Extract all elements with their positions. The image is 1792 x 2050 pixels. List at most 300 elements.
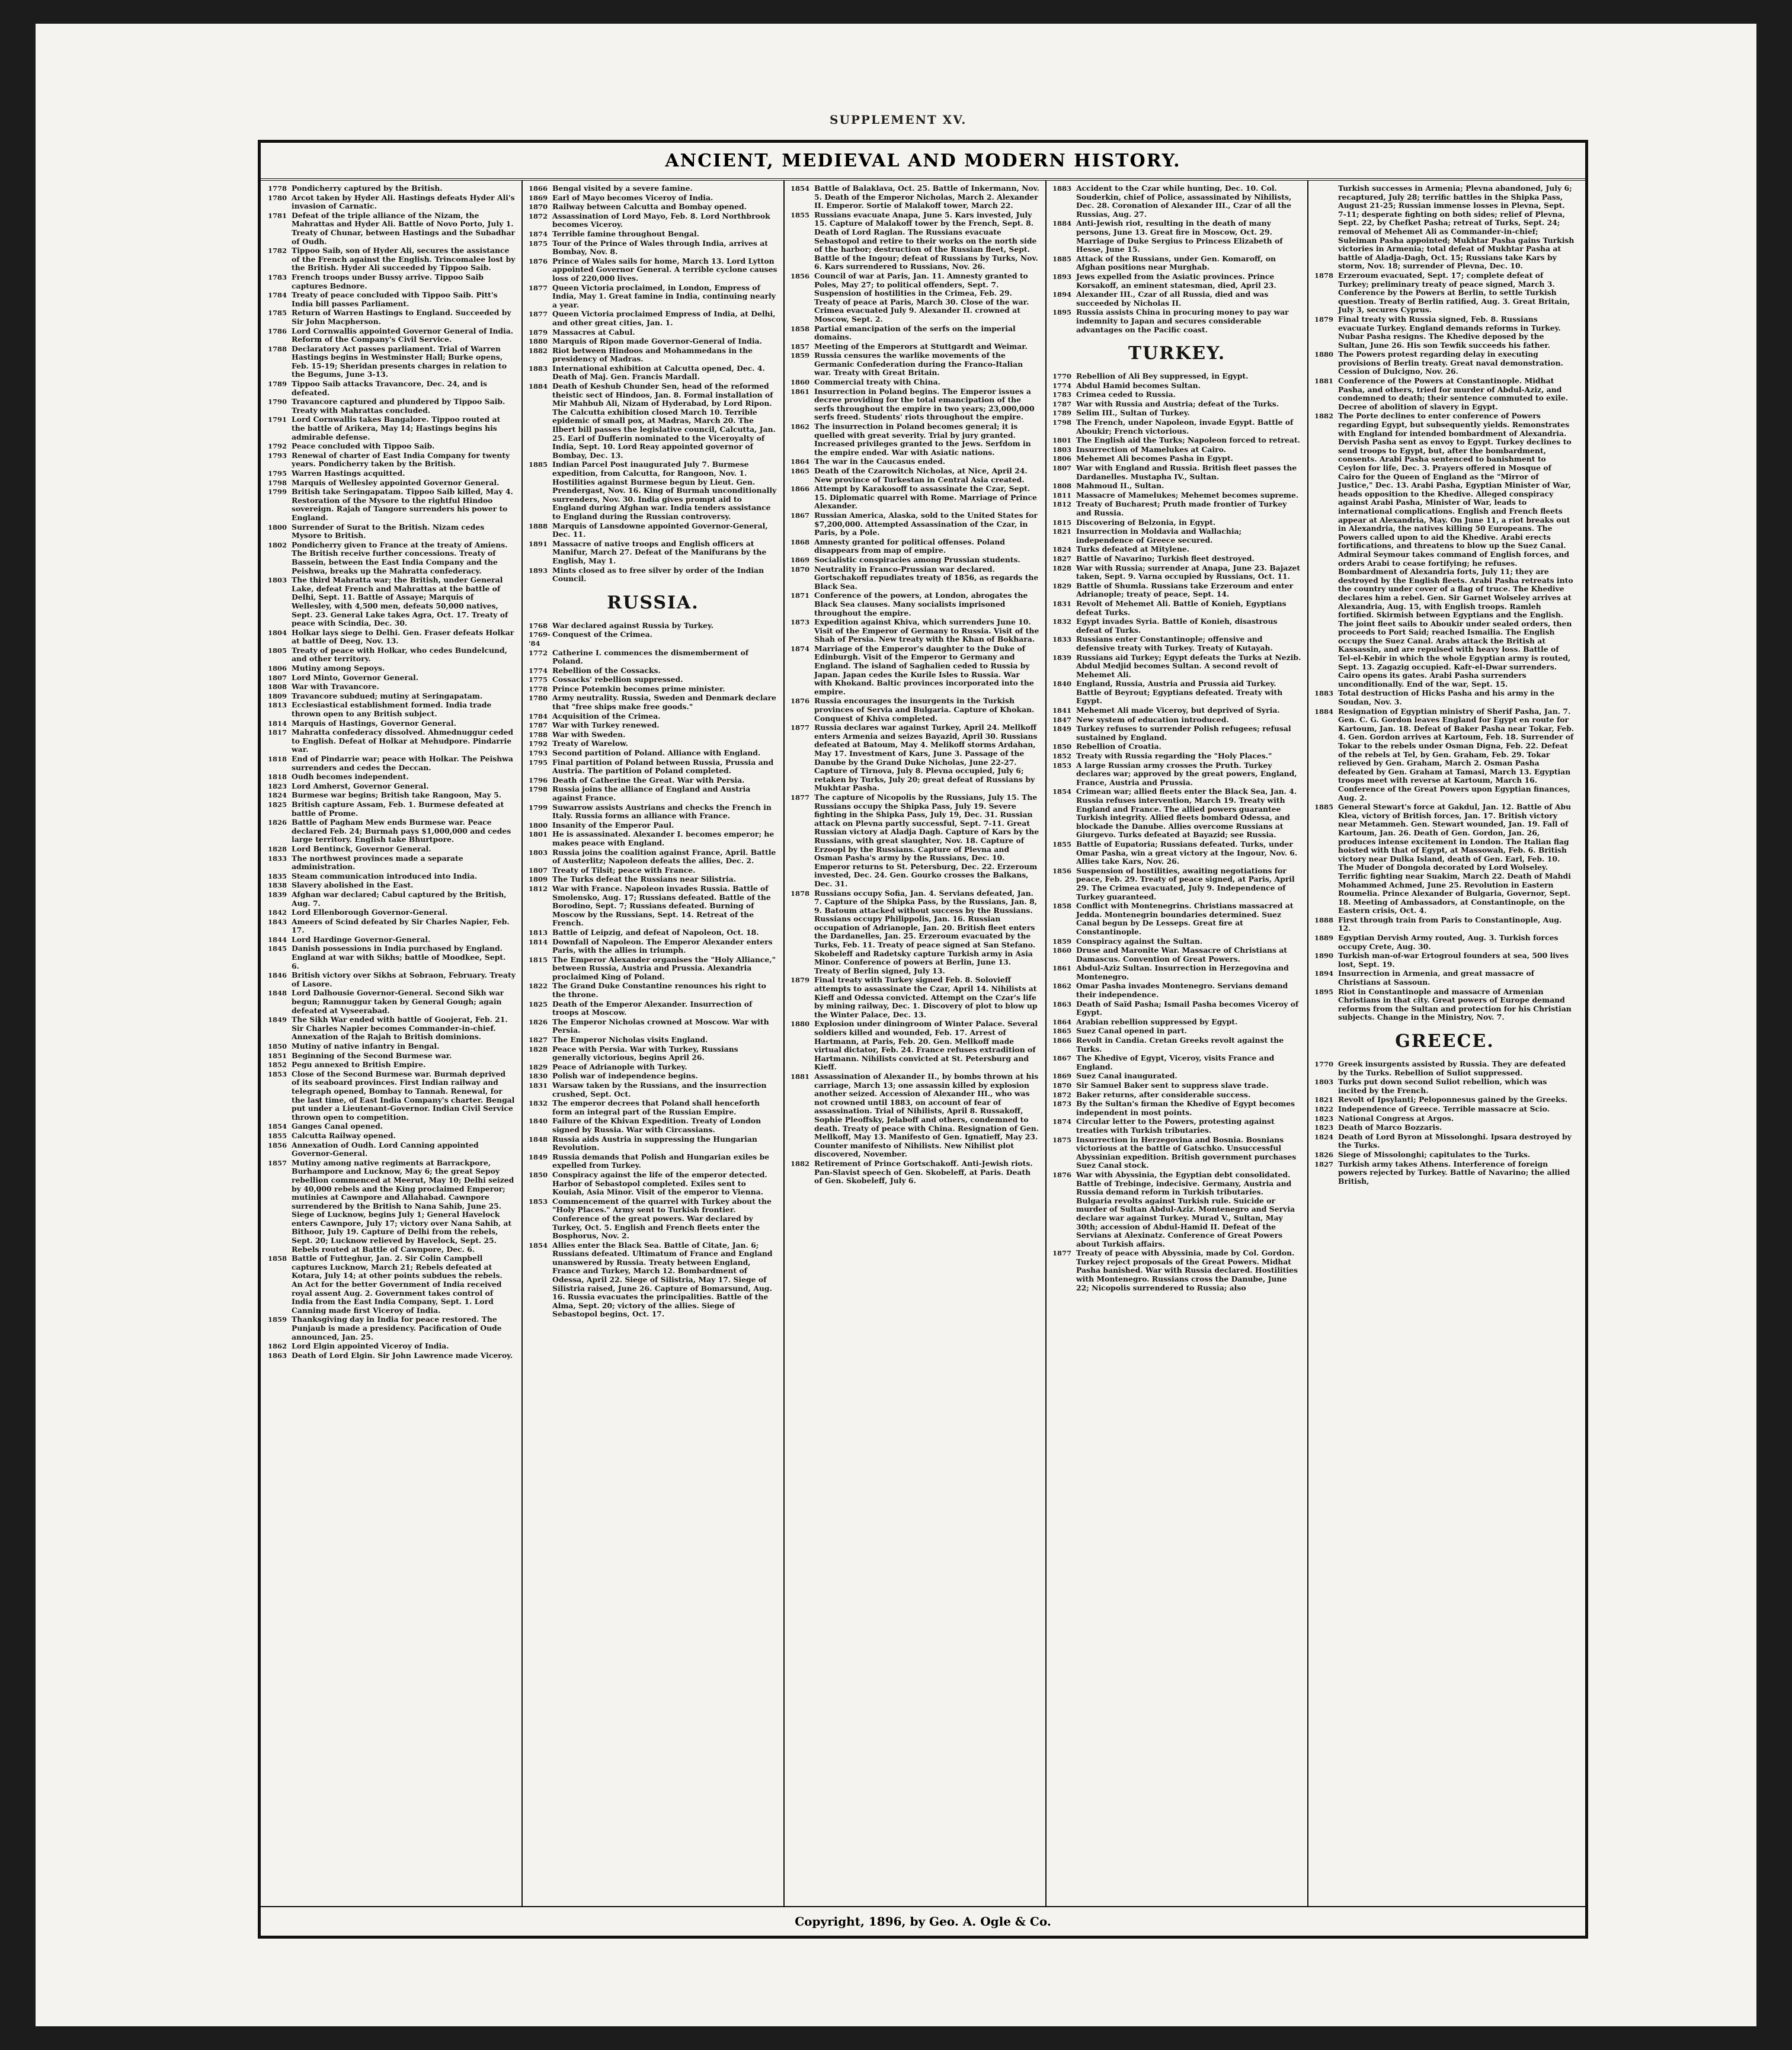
history-entry [1052, 273, 1301, 290]
entry-text: Conspiracy against the Sultan. [1076, 936, 1203, 946]
entry-text: Council of war at Paris, Jan. 11. Amnesty granted to Poles, May 27; to political offenders, Sept. 7. Suspension of hostilities in the Crimea, Feb. 29. Treaty of peace at Paris, March 30. Close of the war. Crimea evacuated July 9. Alexander II. crowned at Moscow, Sept. 2. [814, 271, 1029, 323]
footer [261, 1906, 1585, 1936]
history-entry [1052, 582, 1301, 599]
entry-text: War with Abyssinia, the Egyptian debt consolidated. Battle of Trebinge, indecisive. Germany, Austria and Russia demand reform in Turkish tributaries. Bulgaria revolts against Turkish rule. Suicide or murder of Sultan Abdul-Aziz. Montenegro and Servia declare war against Turkey. Murad V., Sultan, May 30th; accession of Abdul-Hamid II. Defeat of the Servians at Alexinatz. Conference of Great Powers about Turkish affairs. [1076, 1170, 1295, 1248]
history-entry [1052, 982, 1301, 999]
greece-list [1314, 1060, 1575, 1186]
entry-year: 1828 [529, 1045, 548, 1053]
entry-year: 1856 [1052, 866, 1072, 875]
entry-year: 1803 [1314, 1078, 1334, 1087]
entry-year: 1854 [791, 184, 810, 193]
entry-text: Conference of the powers, at London, abrogates the Black Sea clauses. Many socialists imprisoned throughout the empire. [814, 591, 1028, 617]
entry-year: 1788 [529, 730, 548, 739]
entry-year: 1857 [791, 342, 810, 351]
history-entry [1314, 271, 1575, 315]
entry-year: 1862 [791, 422, 810, 431]
entry-year: 1884 [1052, 219, 1072, 228]
entry-year: 1803 [268, 576, 287, 585]
entry-text: Polish war of independence begins. [552, 1071, 698, 1081]
entry-text: Turkey refuses to surrender Polish refugees; refusal sustained by England. [1076, 724, 1291, 742]
entry-year: 1786 [268, 326, 287, 335]
history-entry [529, 830, 777, 847]
history-entry [268, 728, 516, 754]
history-entry [1314, 952, 1575, 969]
entry-text: Ecclesiastical establishment formed. India trade thrown open to any British subject. [292, 700, 492, 719]
history-entry [529, 685, 777, 694]
entry-year: 1822 [1314, 1104, 1334, 1113]
entry-year: 1799 [268, 488, 287, 497]
entry-year: 1869 [1052, 1072, 1072, 1081]
history-entry [268, 629, 516, 646]
entry-year: 1859 [268, 1315, 287, 1324]
history-entry [529, 1117, 777, 1134]
entry-year: 1860 [791, 378, 810, 387]
entry-text: Alexander III., Czar of all Russia, died and was succeeded by Nicholas II. [1076, 290, 1269, 308]
history-entry [1052, 742, 1301, 751]
history-entry [1052, 680, 1301, 706]
entry-year: 1827 [1314, 1159, 1334, 1168]
entry-year: 1869 [529, 193, 548, 202]
entry-year: 1872 [529, 212, 548, 220]
entry-text: The Emperor Nicholas crowned at Moscow. War with Persia. [552, 1017, 769, 1035]
entry-year: 1792 [268, 442, 287, 451]
history-entry [791, 467, 1039, 484]
entry-year: 1829 [529, 1062, 548, 1071]
history-entry [1052, 600, 1301, 617]
entry-year: 1799 [529, 803, 548, 812]
entry-text: Rebellion of Croatia. [1076, 742, 1161, 751]
history-entry [1052, 500, 1301, 517]
entry-year: 1852 [1052, 752, 1072, 761]
history-entry [1052, 545, 1301, 554]
entry-year: 1802 [268, 540, 287, 549]
history-entry [1052, 1036, 1301, 1053]
entry-year: 1858 [268, 1254, 287, 1263]
entry-year: 1788 [268, 344, 287, 353]
entry-year: 1811 [1052, 491, 1072, 499]
history-entry [268, 479, 516, 488]
entry-text: Riot between Hindoos and Mohammedans in the presidency of Madras. [552, 345, 753, 364]
history-entry [1052, 902, 1301, 936]
history-entry [268, 1016, 516, 1042]
entry-text: French troops under Bussy arrive. Tippoo Saib captures Bednore. [292, 272, 484, 290]
entry-text: War declared against Russia by Turkey. [552, 620, 714, 630]
entry-text: Mehemet Ali made Viceroy, but deprived of Syria. [1076, 706, 1280, 715]
entry-text: Terrible famine throughout Bengal. [552, 229, 699, 238]
entry-text: Crimean war; allied fleets enter the Black Sea, Jan. 4. Russia refuses intervention, March 19. Treaty with England and France. The allied powers guarantee Turkish integrity. Allied fleets bombard Odessa, and blockade the Danube. Allies overcome Russians at Giurgevo. Turks defeated at Bayazid; see Russia. [1076, 787, 1297, 840]
history-entry [1314, 707, 1575, 803]
history-entry [1052, 454, 1301, 463]
entry-year: 1844 [268, 935, 287, 944]
entry-text: Downfall of Napoleon. The Emperor Alexander enters Paris, with the allies in triumph. [552, 937, 773, 955]
entry-text: Oudh becomes independent. [292, 772, 409, 781]
entry-year: 1864 [791, 457, 810, 466]
history-entry [268, 541, 516, 575]
entry-year: 1830 [529, 1072, 548, 1081]
entry-year: 1813 [268, 701, 287, 710]
history-entry [1314, 1105, 1575, 1114]
entry-year: 1808 [1052, 482, 1072, 491]
entry-year: 1874 [529, 229, 548, 238]
history-entry [529, 239, 777, 257]
entry-year: 1807 [529, 866, 548, 875]
entry-year: 1879 [791, 976, 810, 985]
entry-year: 1876 [1052, 1170, 1072, 1179]
entry-text: Warren Hastings acquitted. [292, 469, 405, 478]
entry-text: Massacre of Mamelukes; Mehemet becomes supreme. [1076, 490, 1299, 499]
history-entry [529, 566, 777, 584]
column-1 [268, 184, 516, 1904]
entry-text: Death of Marco Bozzaris. [1338, 1123, 1442, 1132]
entry-text: Travancore captured and plundered by Tippoo Saib. Treaty with Mahrattas concluded. [292, 397, 505, 415]
entry-year: 1889 [1314, 934, 1334, 943]
history-entry [268, 800, 516, 818]
entry-year: 1883 [1314, 689, 1334, 698]
entry-year: 1882 [1314, 412, 1334, 421]
history-entry [268, 818, 516, 844]
history-entry [268, 380, 516, 397]
history-entry [268, 674, 516, 683]
title-bar [261, 143, 1585, 181]
entry-text: Baker returns, after considerable success. [1076, 1090, 1251, 1099]
entry-year: 1795 [268, 469, 287, 478]
history-entry [529, 1171, 777, 1197]
entry-text: Revolt in Candia. Cretan Greeks revolt against the Turks. [1076, 1036, 1284, 1053]
entry-text: Death of Lord Byron at Missolonghi. Ipsara destroyed by the Turks. [1338, 1132, 1572, 1150]
history-entry [268, 345, 516, 379]
entry-text: Death of Saïd Pasha; Ismail Pasha becomes Viceroy of Egypt. [1076, 999, 1299, 1017]
entry-year: 1839 [268, 890, 287, 899]
entry-year: 1817 [268, 728, 287, 737]
entry-year: 1846 [268, 971, 287, 980]
entry-text: Russia assists China in procuring money to pay war indemnity to Japan and secures considerable advantages on the Pacific coast. [1076, 308, 1289, 334]
entry-year: 1847 [1052, 715, 1072, 724]
entry-year: 1877 [1052, 1249, 1072, 1258]
history-entry [1052, 464, 1301, 481]
entry-text: Declaratory Act passes parliament. Trial of Warren Hastings begins in Westminster Hall; Burke opens, Feb. 15-19; Sheridan presents charges in relation to the Begums, June 3-13. [292, 344, 507, 379]
history-entry [1052, 308, 1301, 334]
history-entry [791, 793, 1039, 889]
entry-text: Conflict with Montenegrins. Christians massacred at Jedda. Montenegrin boundaries determined. Suez Canal begun by De Lesseps. Great fire at Constantinople. [1076, 901, 1294, 936]
entry-year: 1879 [529, 328, 548, 337]
entry-text: The war in the Caucasus ended. [814, 457, 946, 466]
entry-year: 1875 [1052, 1135, 1072, 1144]
history-entry [268, 1122, 516, 1131]
entry-text: Conquest of the Crimea. [552, 630, 652, 639]
entry-text: Tippoo Saib, son of Hyder Ali, secures the assistance of the French against the English. Trincomalee lost by the British. Hyder Ali succeeded by Tippoo Saib. [292, 246, 516, 273]
entry-year: 1787 [1052, 399, 1072, 408]
history-entry [791, 272, 1039, 324]
entry-text: Lord Cornwallis takes Bangalore. Tippoo routed at the battle of Arikera, May 14; Hastings begins his admirable defense. [292, 415, 501, 441]
entry-text: Retirement of Prince Gortschakoff. Anti-Jewish riots. Pan-Slavist speech of Gen. Skobeleff, at Paris. Death of Gen. Skobeleff, July 6. [814, 1158, 1033, 1186]
entry-text: Acquisition of the Crimea. [552, 711, 661, 720]
entry-year: 1857 [268, 1158, 287, 1167]
entry-year: 1796 [529, 776, 548, 784]
entry-year: 1849 [529, 1152, 548, 1161]
entry-text: Pondicherry given to France at the treaty of Amiens. The British receive further concessions. Treaty of Bassein, between the East India Company and the Peishwa, breaks up the Mahratta confederacy. [292, 540, 508, 575]
entry-text: The English aid the Turks; Napoleon forced to retreat. [1076, 435, 1300, 445]
history-entry [1052, 1081, 1301, 1090]
history-entry [1314, 1060, 1575, 1077]
history-entry [529, 982, 777, 999]
entry-text: Danish possessions in India purchased by England. England at war with Sikhs; battle of Moodkee, Sept. 6. [292, 944, 506, 970]
history-entry [791, 511, 1039, 537]
history-entry [529, 364, 777, 382]
history-entry [1314, 184, 1575, 271]
history-entry [1052, 761, 1301, 787]
history-entry [1052, 1249, 1301, 1292]
entry-year: 1770 [1314, 1060, 1334, 1068]
entry-text: Final treaty with Russia signed, Feb. 8. Russians evacuate Turkey. England demands reforms in Turkey. Nubar Pasha resigns. The Khedive deposed by the Sultan, June 26. His son Tewfik succeeds his father. [1338, 314, 1561, 350]
history-entry [791, 697, 1039, 723]
history-entry [1314, 412, 1575, 688]
history-entry [1052, 255, 1301, 272]
entry-text: Massacre of native troops and English officers at Manifur, March 27. Defeat of the Manifurans by the English, May 1. [552, 539, 767, 565]
entry-text: Arcot taken by Hyder Ali. Hastings defeats Hyder Ali's invasion of Carnatic. [292, 193, 515, 211]
entry-year: 1888 [529, 521, 548, 530]
history-entry [529, 284, 777, 310]
history-entry [529, 347, 777, 364]
entry-text: Bengal visited by a severe famine. [552, 184, 693, 193]
entry-year: 1826 [268, 818, 287, 827]
entry-year: 1876 [791, 697, 810, 706]
entry-text: England, Russia, Austria and Prussia aid Turkey. Battle of Beyrout; Egyptians defeated. Treaty with Egypt. [1076, 679, 1283, 706]
history-entry [268, 664, 516, 673]
history-entry [1052, 219, 1301, 254]
entry-year: 1885 [529, 460, 548, 469]
column-5 [1314, 184, 1575, 1904]
entry-year: 1784 [529, 712, 548, 720]
history-entry [268, 692, 516, 701]
history-entry [529, 212, 777, 229]
history-entry [268, 415, 516, 441]
history-entry [268, 701, 516, 718]
history-entry [529, 310, 777, 327]
entry-year: 1824 [268, 791, 287, 800]
entry-text: Marquis of Hastings, Governor General. [292, 718, 456, 728]
entry-year: 1878 [791, 889, 810, 898]
entry-text: Conspiracy against the life of the emperor detected. Harbor of Sebastopol completed. Exiles sent to Kouiah, Asia Minor. Visit of the emperor to Vienna. [552, 1170, 767, 1197]
entry-text: Meeting of the Emperors at Stuttgardt and Weimar. [814, 341, 1028, 351]
entry-text: Burmese war begins; British take Rangoon, May 5. [292, 790, 502, 800]
entry-text: Lord Minto, Governor General. [292, 672, 419, 682]
entry-year: 1823 [1314, 1114, 1334, 1123]
entry-year: 1832 [1052, 617, 1072, 626]
history-entry [529, 776, 777, 785]
entry-text: The Emperor Nicholas visits England. [552, 1035, 708, 1045]
entry-text: Treaty with Russia regarding the "Holy Places." [1076, 751, 1272, 761]
history-entry [1052, 400, 1301, 409]
entry-year: 1881 [1314, 377, 1334, 386]
entry-year: 1854 [529, 1241, 548, 1250]
history-entry [791, 591, 1039, 617]
entry-text: Russia censures the warlike movements of the Germanic Confederation during the Franco-Italian war. Treaty with Great Britain. [814, 351, 1023, 377]
entry-text: Final treaty with Turkey signed Feb. 8. Solovieff attempts to assassinate the Czar, April 14. Nihilists at Kieff and Odessa convicted. Attempt on the Czar's life by mining railway, Dec. 1. Discovery of plot to blow up the Winter Palace, Dec. 13. [814, 975, 1038, 1019]
entry-year: 1812 [529, 884, 548, 893]
entry-year: 1853 [1052, 761, 1072, 770]
history-entry [1052, 409, 1301, 418]
entry-year: 1789 [268, 380, 287, 389]
history-entry [529, 758, 777, 776]
entry-text: Treaty of peace with Abyssinia, made by Col. Gordon. Turkey reject proposals of the Great Powers. Midhat Pasha banished. War with Russia declared. Hostilities with Montenegro. Russians cross the Danube, June 22; Nicopolis surrendered to Russia; also [1076, 1248, 1298, 1292]
history-entry [529, 630, 777, 648]
history-entry [529, 1072, 777, 1081]
history-entry [791, 1020, 1039, 1072]
entry-year: 1784 [268, 291, 287, 300]
entry-text: Assassination of Lord Mayo, Feb. 8. Lord Northbrook becomes Viceroy. [552, 211, 770, 229]
entry-year [1314, 184, 1338, 271]
history-entry [529, 739, 777, 748]
history-entry [791, 325, 1039, 342]
entry-text: Mints closed as to free silver by order of the Indian Council. [552, 565, 764, 584]
history-entry [529, 1099, 777, 1116]
history-entry [529, 875, 777, 884]
entry-text: Total destruction of Hicks Pasha and his army in the Soudan, Nov. 3. [1338, 688, 1555, 707]
history-entry [529, 821, 777, 830]
entry-year: 1863 [268, 1351, 287, 1360]
history-entry [1052, 787, 1301, 840]
entry-text: War with England and Russia. British fleet passes the Dardanelles. Mustapha IV., Sultan. [1076, 463, 1297, 481]
entry-text: The Sikh War ended with battle of Goojerat, Feb. 21. Sir Charles Napier becomes Commander-in-chief. Annexation of the Rajah to British dominions. [292, 1015, 508, 1042]
entry-year: 1789 [1052, 409, 1072, 418]
history-entry [529, 230, 777, 239]
entry-text: War with Turkey renewed. [552, 720, 660, 730]
history-entry [791, 422, 1039, 457]
entry-year: 1868 [791, 537, 810, 546]
entry-text: Marriage of the Emperor's daughter to the Duke of Edinburgh. Visit of the Emperor to Germany and England. The island of Saghalien ceded to Russia by Japan. Japan cedes the Kurile Isles to Russia. War with Khokand. Baltic provinces incorporated into the empire. [814, 643, 1034, 696]
entry-text: Russia aids Austria in suppressing the Hungarian Revolution. [552, 1134, 757, 1152]
history-entry [268, 246, 516, 273]
history-entry [268, 872, 516, 881]
greece-heading: GREECE. [1395, 1031, 1495, 1052]
history-entry [529, 257, 777, 283]
turkey-list [1052, 372, 1301, 1292]
entry-text: Treaty of Warelow. [552, 739, 628, 748]
entry-year: 1842 [268, 908, 287, 917]
entry-text: Commercial treaty with China. [814, 377, 940, 387]
entry-year: 1821 [1314, 1096, 1334, 1104]
entry-year: 1775 [529, 675, 548, 684]
entry-year: 1824 [1314, 1132, 1334, 1141]
entry-text: A large Russian army crosses the Pruth. Turkey declares war; approved by the great powers, England, France, Austria and Prussia. [1076, 760, 1297, 787]
entry-text: Tippoo Saib attacks Travancore, Dec. 24, and is defeated. [292, 379, 488, 397]
history-entry [1052, 482, 1301, 491]
history-entry [529, 667, 777, 675]
history-entry [529, 1153, 777, 1170]
entry-text: Greek insurgents assisted by Russia. They are defeated by the Turks. Rebellion of Suliot suppressed. [1338, 1059, 1566, 1077]
entry-year: 1806 [268, 664, 287, 673]
history-entry [529, 721, 777, 730]
history-entry [529, 382, 777, 460]
entry-text: Mutiny among Sepoys. [292, 664, 385, 673]
history-entry [268, 646, 516, 664]
entry-text: Turkish army takes Athens. Interference of foreign powers rejected by Turkey. Battle of Navarino; the allied British, [1338, 1159, 1570, 1186]
entry-text: Treaty of Tilsit; peace with France. [552, 865, 696, 875]
entry-text: Egypt invades Syria. Battle of Konieh, disastrous defeat of Turks. [1076, 617, 1278, 635]
history-entry [529, 460, 777, 521]
entry-text: Suez Canal opened in part. [1076, 1026, 1188, 1036]
history-entry [1314, 1160, 1575, 1186]
entry-year: 1863 [1052, 1000, 1072, 1008]
entry-text: Discovering of Belzonia, in Egypt. [1076, 517, 1216, 527]
history-entry [268, 755, 516, 772]
entry-year: 1848 [268, 989, 287, 998]
entry-year: 1855 [268, 1131, 287, 1140]
entry-text: Siege of Missolonghi; capitulates to the Turks. [1338, 1149, 1531, 1159]
history-entry [1052, 706, 1301, 715]
entry-year: 1895 [1314, 987, 1334, 996]
history-entry [1052, 1000, 1301, 1017]
entry-year: 1875 [529, 239, 548, 248]
entry-year: 1780 [268, 193, 287, 202]
entry-text: Omar Pasha invades Montenegro. Servians demand their independence. [1076, 981, 1288, 1000]
entry-text: Prince Potemkin becomes prime minister. [552, 684, 725, 693]
history-entry [1052, 555, 1301, 563]
entry-year: 1872 [1052, 1090, 1072, 1099]
history-frame [258, 140, 1588, 1939]
entry-text: Holkar lays siege to Delhi. Gen. Fraser defeats Holkar at battle of Deeg, Nov. 13. [292, 627, 514, 646]
entry-text: Abdul-Aziz Sultan. Insurrection in Herzegovina and Montenegro. [1076, 963, 1289, 981]
entry-text: Mehemet Ali becomes Pasha in Egypt. [1076, 454, 1233, 463]
entry-text: The Turks defeat the Russians near Silistria. [552, 875, 737, 884]
entry-text: Commencement of the quarrel with Turkey about the "Holy Places." Army sent to Turkish frontier. Conference of the great powers. War declared by Turkey, Oct. 5. English and French fleets enter the Bosphorus, Nov. 2. [552, 1196, 772, 1241]
entry-year: 1778 [268, 184, 287, 193]
history-entry [791, 485, 1039, 511]
history-entry [268, 1315, 516, 1341]
entry-text: Selim III., Sultan of Turkey. [1076, 408, 1190, 418]
entry-year: 1861 [791, 387, 810, 396]
history-entry [268, 1042, 516, 1051]
entry-year: 1840 [1052, 680, 1072, 688]
entry-text: Revolt of Ipsylanti; Peloponnesus gained by the Greeks. [1338, 1095, 1568, 1104]
history-entry [268, 1351, 516, 1360]
entry-year: 1866 [529, 184, 548, 193]
entry-text: Death of Lord Elgin. Sir John Lawrence made Viceroy. [292, 1350, 513, 1360]
entry-text: Russian America, Alaska, sold to the United States for $7,200,000. Attempted Assassination of the Czar, in Paris, by a Pole. [814, 510, 1038, 537]
entry-text: Turkish successes in Armenia; Plevna abandoned, July 6; recaptured, July 28; terrific battles in the Shipka Pass, August 21-25; Russian immense losses in Plevna, Sept. 7-11; desperate fighting on both sides; relief of Plevna, Sept. 22, by Chefket Pasha; retreat of Turks, Sept. 24; removal of Mehemet Ali as Commander-in-chief; Suleiman Pasha appointed; Mukhtar Pasha gains Turkish victories in Armenia; total defeat of Mukhtar Pasha at battle of Aladja-Dagh, Oct. 15; Russians take Kars by storm, Nov. 18; surrender of Plevna, Dec. 10. [1338, 184, 1575, 271]
history-entry [1052, 418, 1301, 435]
entry-text: British take Seringapatam. Tippoo Saib killed, May 4. Restoration of the Mysore to the rightful Hindoo sovereign. Rajah of Tangore surrenders his power to England. [292, 487, 513, 522]
entry-year: 1848 [529, 1135, 548, 1143]
entry-text: Mahmoud II., Sultan. [1076, 481, 1164, 491]
history-entry [1052, 1018, 1301, 1027]
entry-year: 1785 [268, 309, 287, 318]
entry-year: 1827 [1052, 554, 1072, 563]
entry-text: Battle of Pagham Mew ends Burmese war. Peace declared Feb. 24; Burmah pays $1,000,000 and cedes large territory. English take Bhurtpore. [292, 818, 511, 844]
history-entry [529, 1135, 777, 1152]
entry-year: 1894 [1314, 969, 1334, 978]
history-entry [529, 1000, 777, 1017]
entry-text: Lord Amherst, Governor General. [292, 781, 429, 790]
entry-text: The third Mahratta war; the British, under General Lake, defeat French and Mahrattas at the battle of Delhi, Sept. 11. Battle of Assaye; Marquis of Wellesley, with 4,500 men, defeats 50,000 natives, Sept. 23. General Lake takes Agra, Oct. 17. Treaty of peace with Scindia, Dec. 30. [292, 575, 508, 628]
entry-year: 1831 [529, 1081, 548, 1090]
entry-text: Russians occupy Sofia, Jan. 4. Servians defeated, Jan. 7. Capture of the Shipka Pass, by the Russians, Jan. 8, 9. Batoum attacked without success by the Russians. Russians occupy Philippolis, Jan. 16. Russian occupation of Adrianople, Jan. 20. British fleet enters the Dardanelles, Jan. 25. Erzeroum evacuated by the Turks, Feb. 11. Treaty of peace signed at San Stefano. Skobeleff and Radetsky capture Turkish army in Asia Minor. Conference of powers at Berlin, June 13. Treaty of Berlin signed, July 13. [814, 888, 1038, 975]
history-entry [791, 184, 1039, 210]
entry-text: Travancore subdued; mutiny at Seringapatam. [292, 691, 483, 700]
entry-text: Partial emancipation of the serfs on the imperial domains. [814, 323, 1016, 342]
entry-text: Insanity of the Emperor Paul. [552, 820, 674, 829]
history-entry [268, 442, 516, 451]
entry-year: 1880 [1314, 350, 1334, 359]
entry-text: British victory over Sikhs at Sobraon, February. Treaty of Lasore. [292, 970, 516, 988]
entry-year: 1768 [529, 621, 548, 630]
entry-text: Queen Victoria proclaimed Empress of India, at Delhi, and other great cities, Jan. 1. [552, 309, 776, 327]
entry-text: Expedition against Khiva, which surrenders June 10. Visit of the Emperor of Germany to Russia. Visit of the Shah of Persia. New treaty with the Khan of Bokhara. [814, 617, 1039, 644]
history-entry [1052, 1072, 1301, 1081]
entry-text: Railway between Calcutta and Bombay opened. [552, 202, 747, 212]
history-entry [529, 749, 777, 758]
history-entry [529, 1081, 777, 1098]
